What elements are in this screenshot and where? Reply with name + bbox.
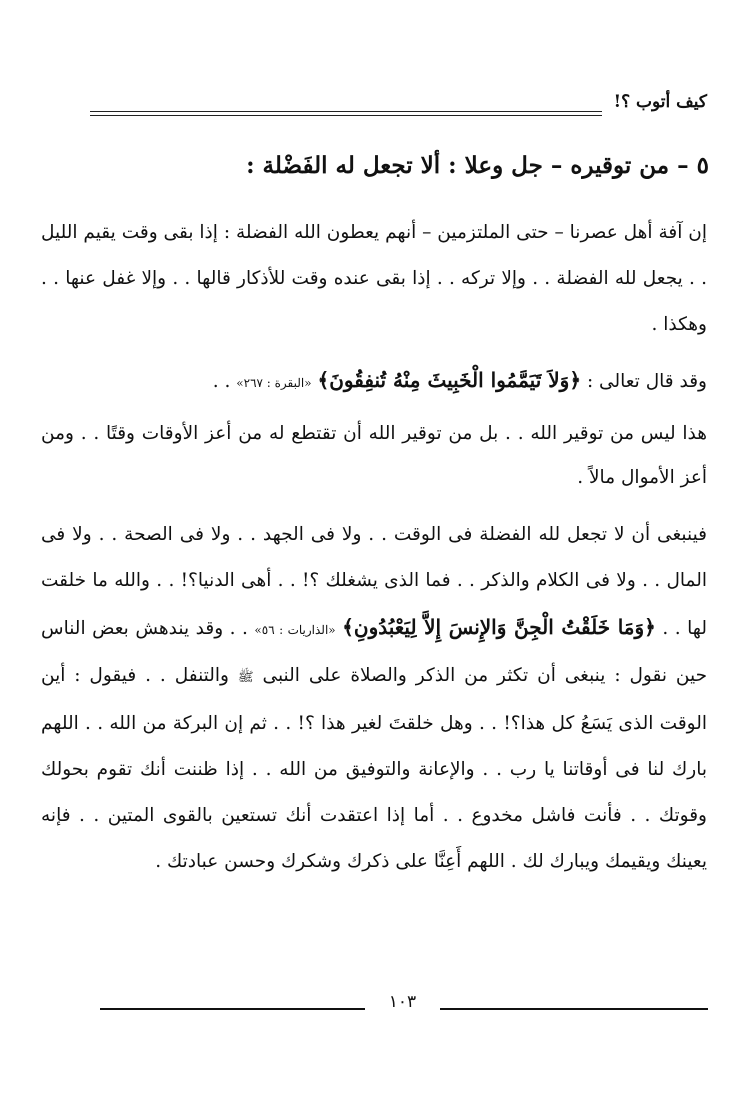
quran-verse-1: ﴿وَلاَ تَيَمَّمُوا الْخَبِيثَ مِنْهُ تُنفِقُونَ﴾ xyxy=(317,368,582,392)
paragraph-4-part-c: والتنفل . . فيقول : أين الوقت الذى يَسَعُ كل هذا؟! . . وهل خلقتَ لغير هذا ؟! . . ثم إن البركة من الله . . اللهم بارك لنا فى أوقاتنا يا رب . . والإعانة والتوفيق من الله . . إذا ظننت أنك تقوم بحولك وقوتك . . فأنت فاشل مخدوع . . أما إذا اعتقدت أنك تستعين بالقوى المتين . . فإنه يعينك ويقيمك ويبارك لك . اللهم أَعِنَّا على ذكرك وشكرك وحسن عبادتك . xyxy=(41,665,707,872)
header-rule-bottom xyxy=(90,115,602,116)
paragraph-4-text xyxy=(41,512,707,885)
running-title: كيف أتوب ؟! xyxy=(613,92,707,112)
verse-intro: وقد قال تعالى : xyxy=(586,371,707,392)
paragraph-1-text: إن آفة أهل عصرنا – حتى الملتزمين – أنهم يعطون الله الفضلة : إذا بقى وقت يقيم الليل . . يجعل لله الفضلة . . وإلا تركه . . إذا بقى عنده وقت للأذكار قالها . . وإلا غفل عنها . . وهكذا . xyxy=(41,222,707,335)
header-rule-top xyxy=(90,111,602,112)
paragraph-1 xyxy=(41,210,707,348)
verse-2-reference: «الذاريات : ٥٦» xyxy=(254,623,336,637)
paragraph-3-text: هذا ليس من توقير الله . . بل من توقير الله أن تقتطع له من أعز الأوقات وقتًا . . ومن أعز الأموال مالاً . xyxy=(41,423,707,488)
section-heading: ٥ – من توقيره – جل وعلا : ألا تجعل له الفَضْلة : xyxy=(246,152,709,179)
paragraph-3 xyxy=(41,412,707,500)
paragraph-4-part-b: . . وقد يندهش بعض الناس حين نقول : ينبغى أن تكثر من الذكر والصلاة على النبى xyxy=(41,618,708,686)
footer-rule-right xyxy=(440,1008,708,1010)
verse-1-ellipsis: . . xyxy=(212,371,231,392)
paragraph-2 xyxy=(41,357,707,406)
verse-1-reference: «البقرة : ٢٦٧» xyxy=(236,376,312,390)
honorific-symbol: ﷺ xyxy=(237,670,254,685)
paragraph-4 xyxy=(41,512,707,885)
footer-rule-left xyxy=(100,1008,365,1010)
quran-verse-2: ﴿وَمَا خَلَقْتُ الْجِنَّ وَالإِنسَ إِلاَّ لِيَعْبُدُونِ﴾ xyxy=(342,615,656,639)
paragraph-4-part-a: فينبغى أن لا تجعل لله الفضلة فى الوقت . . ولا فى الجهد . . ولا فى الصحة . . ولا فى المال . . ولا فى الكلام والذكر . . فما الذى يشغلك ؟! . . أهى الدنيا؟! . . والله ما خلقت لها . . xyxy=(41,524,707,639)
paragraph-2-text xyxy=(41,357,707,406)
page-number: ١٠٣ xyxy=(388,992,417,1012)
